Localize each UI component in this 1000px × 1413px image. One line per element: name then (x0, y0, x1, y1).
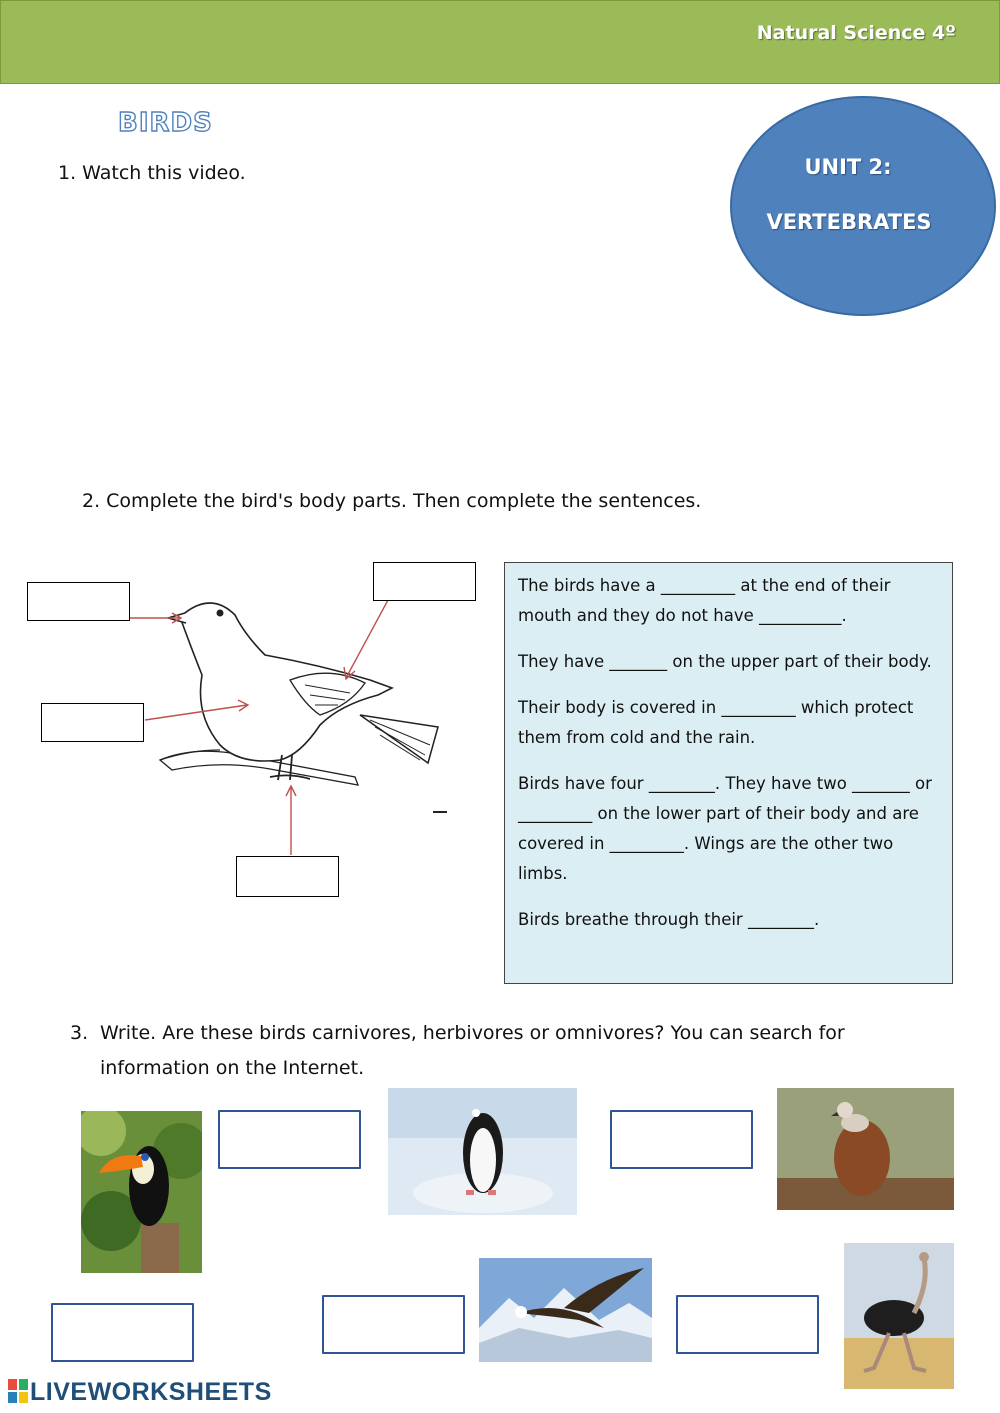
subject-title: Natural Science 4º (756, 22, 956, 44)
body-part-answer-wing[interactable] (373, 562, 476, 601)
answer-vulture[interactable] (322, 1295, 465, 1354)
ostrich-photo (844, 1243, 954, 1389)
liveworksheets-logo (8, 1378, 272, 1407)
unit-topic: VERTEBRATES (766, 210, 932, 234)
body-part-answer-foot[interactable] (236, 856, 339, 897)
answer-penguin[interactable] (610, 1110, 753, 1169)
toucan-photo (81, 1111, 202, 1273)
question-3-line2: information on the Internet. (100, 1057, 365, 1079)
unit-badge (730, 96, 996, 316)
unit-number: UNIT 2: (804, 155, 892, 179)
logo-icon (8, 1379, 28, 1403)
question-3-line1: Write. Are these birds carnivores, herbivores or omnivores? You can search for (100, 1022, 845, 1044)
question-1: 1. Watch this video. (58, 162, 246, 184)
body-part-answer-body[interactable] (41, 703, 144, 742)
question-3 (70, 1016, 950, 1086)
video-area[interactable] (60, 200, 620, 460)
sentence-2: They have _______ on the upper part of their body. (518, 652, 932, 671)
eagle-photo (479, 1258, 652, 1362)
body-part-answer-beak[interactable] (27, 582, 130, 621)
sentence-3: Their body is covered in _________ which protect them from cold and the rain. (518, 698, 914, 747)
answer-toucan-row2[interactable] (51, 1303, 194, 1362)
sentences-box (504, 562, 953, 984)
logo-text: LIVEWORKSHEETS (30, 1378, 272, 1406)
penguin-photo (388, 1088, 577, 1215)
question-2: 2. Complete the bird's body parts. Then complete the sentences. (82, 490, 702, 512)
sentence-5: Birds breathe through their ________. (518, 910, 820, 929)
question-3-number: 3. (70, 1022, 89, 1044)
page-title: BIRDS (118, 108, 213, 138)
sentence-1: The birds have a _________ at the end of their mouth and they do not have __________. (518, 576, 891, 625)
answer-eagle[interactable] (676, 1295, 819, 1354)
sentence-4: Birds have four ________. They have two _______ or _________ on the lower part of their body and are covered in _________. Wings are the other two limbs. (518, 774, 932, 883)
vulture-photo (777, 1088, 954, 1210)
answer-toucan[interactable] (218, 1110, 361, 1169)
